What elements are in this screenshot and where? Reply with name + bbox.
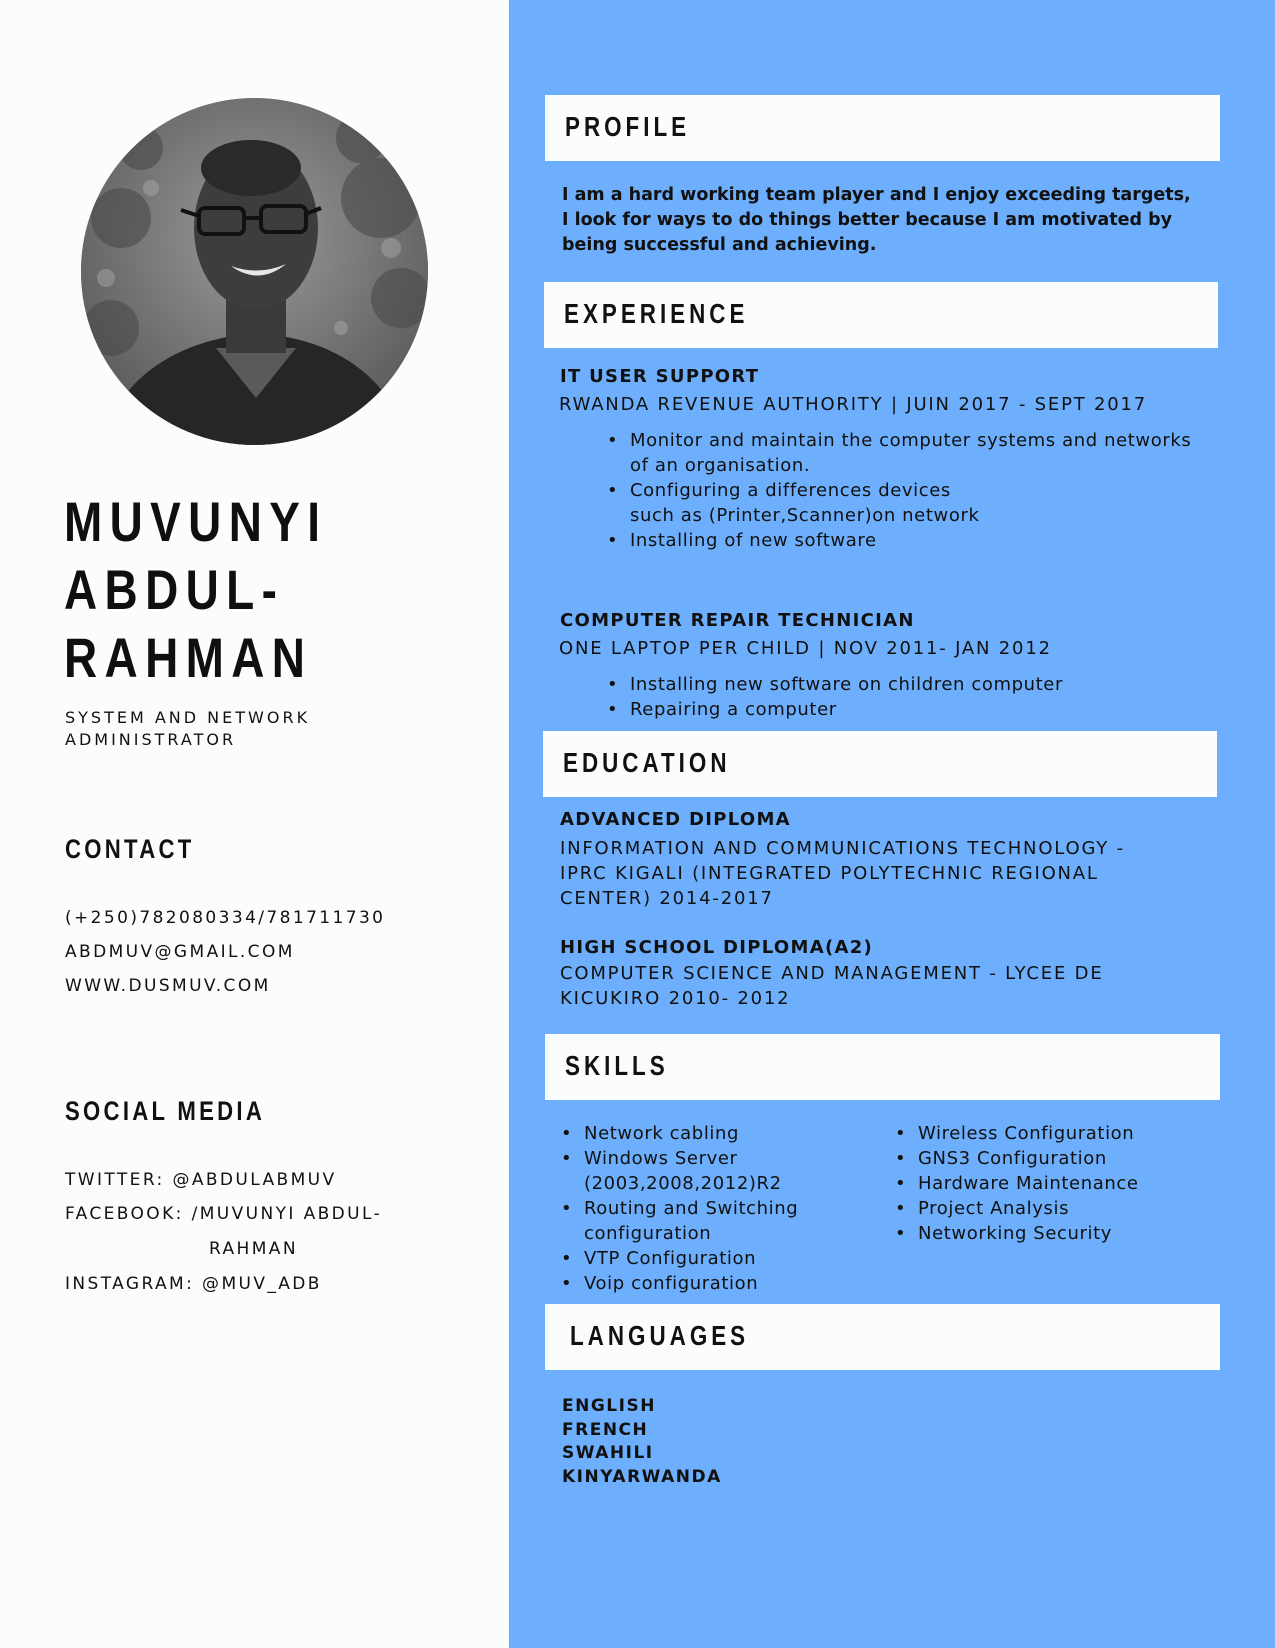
languages-list xyxy=(562,1395,722,1489)
skills-list-right xyxy=(895,1121,1215,1246)
job-2-title: COMPUTER REPAIR TECHNICIAN xyxy=(560,610,915,631)
skills-list-left xyxy=(561,1121,851,1296)
education-heading: EDUCATION xyxy=(563,747,731,778)
contact-email[interactable]: ABDMUV@GMAIL.COM xyxy=(65,942,295,962)
list-item: • Installing of new software xyxy=(607,528,1197,553)
skill-item: • Wireless Configuration xyxy=(895,1121,1215,1146)
sidebar xyxy=(0,0,509,1648)
name-line: MUVUNYI xyxy=(64,490,328,553)
social-media-heading: SOCIAL MEDIA xyxy=(65,1096,266,1126)
name-line: RAHMAN xyxy=(64,626,313,689)
list-item: • Repairing a computer xyxy=(607,697,1197,722)
skill-item: • GNS3 Configuration xyxy=(895,1146,1215,1171)
language-item: FRENCH xyxy=(562,1419,649,1440)
job-1-title: IT USER SUPPORT xyxy=(560,366,760,387)
job-2-subtitle: ONE LAPTOP PER CHILD | NOV 2011- JAN 2012 xyxy=(559,638,1052,659)
education-2-title: HIGH SCHOOL DIPLOMA(A2) xyxy=(560,937,874,958)
job-1-subtitle: RWANDA REVENUE AUTHORITY | JUIN 2017 - SEPT 2017 xyxy=(559,394,1148,415)
education-1-title: ADVANCED DIPLOMA xyxy=(560,809,791,830)
name-line: ABDUL- xyxy=(64,558,285,621)
experience-heading-bar xyxy=(544,282,1218,348)
experience-heading: EXPERIENCE xyxy=(564,298,749,329)
skill-item: • Voip configuration xyxy=(561,1271,851,1296)
education-1-text: INFORMATION AND COMMUNICATIONS TECHNOLOGY - IPRC KIGALI (INTEGRATED POLYTECHNIC REGIONAL CENTER) 2014-2017 xyxy=(560,838,1125,909)
profile-heading-bar xyxy=(545,95,1220,161)
social-facebook-cont[interactable]: RAHMAN xyxy=(209,1239,298,1259)
social-facebook[interactable]: FACEBOOK: /MUVUNYI ABDUL- xyxy=(65,1204,383,1224)
social-twitter[interactable]: TWITTER: @ABDULABMUV xyxy=(65,1170,337,1190)
list-item: • Configuring a differences devices such as (Printer,Scanner)on network xyxy=(607,478,1197,528)
languages-heading-bar xyxy=(545,1304,1220,1370)
language-item: KINYARWANDA xyxy=(562,1466,722,1487)
language-item: ENGLISH xyxy=(562,1396,656,1416)
skill-item: • Networking Security xyxy=(895,1221,1215,1246)
list-item: • Monitor and maintain the computer systems and networks of an organisation. xyxy=(607,428,1197,478)
language-item: SWAHILI xyxy=(562,1443,654,1463)
full-name xyxy=(64,488,408,692)
contact-heading: CONTACT xyxy=(65,834,195,864)
profile-heading: PROFILE xyxy=(565,111,691,142)
profile-photo xyxy=(81,98,428,445)
skills-heading-bar xyxy=(545,1034,1220,1100)
education-2-text: COMPUTER SCIENCE AND MANAGEMENT - LYCEE DE KICUKIRO 2010- 2012 xyxy=(560,963,1104,1009)
languages-heading: LANGUAGES xyxy=(570,1320,750,1351)
profile-photo-image xyxy=(81,98,428,445)
skills-heading: SKILLS xyxy=(565,1050,669,1081)
skill-item: • Network cabling xyxy=(561,1121,851,1146)
skill-item: • Project Analysis xyxy=(895,1196,1215,1221)
social-instagram[interactable]: INSTAGRAM: @MUV_ADB xyxy=(65,1274,322,1294)
job-2-bullets xyxy=(607,672,1197,722)
skill-item: • Windows Server (2003,2008,2012)R2 xyxy=(561,1146,851,1196)
skill-item: • Hardware Maintenance xyxy=(895,1171,1215,1196)
list-item: • Installing new software on children computer xyxy=(607,672,1197,697)
education-heading-bar xyxy=(543,731,1217,797)
skill-item: • Routing and Switching configuration xyxy=(561,1196,851,1246)
job-title: SYSTEM AND NETWORK ADMINISTRATOR xyxy=(65,708,311,749)
job-1-bullets xyxy=(607,428,1197,553)
profile-text: I am a hard working team player and I enjoy exceeding targets, I look for ways to do things better because I am motivated by being successful and achieving. xyxy=(562,185,1191,255)
contact-phone: (+250)782080334/781711730 xyxy=(65,908,386,928)
contact-website[interactable]: WWW.DUSMUV.COM xyxy=(65,976,271,996)
skill-item: • VTP Configuration xyxy=(561,1246,851,1271)
